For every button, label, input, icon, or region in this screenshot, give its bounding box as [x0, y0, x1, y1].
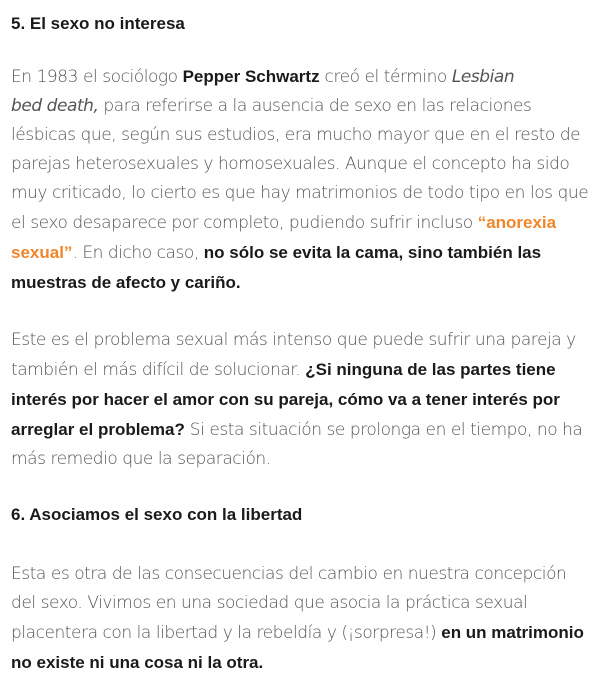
- text-line: [11, 385, 593, 415]
- text-run: En 1983 el sociólogo: [11, 67, 183, 87]
- text-line: [11, 150, 593, 179]
- text-line: [11, 238, 593, 268]
- bold-text-run: no existe ni una cosa ni la otra.: [11, 653, 264, 672]
- text-run: del sexo. Vivimos en una sociedad que asocia la práctica sexual: [11, 593, 528, 613]
- paragraph: [11, 326, 593, 474]
- text-run: el sexo desaparece por completo, pudiendo sufrir incluso: [11, 213, 478, 233]
- paragraph-text: [11, 560, 593, 678]
- italic-text-run: bed death,: [11, 96, 99, 116]
- text-line: [11, 560, 593, 589]
- text-run: Esta es otra de las consecuencias del cambio en nuestra concepción: [11, 564, 567, 584]
- text-line: [11, 121, 593, 150]
- section-6: [11, 504, 302, 526]
- paragraph: [11, 62, 593, 298]
- paragraph: [11, 560, 593, 678]
- paragraph-text: [11, 326, 593, 474]
- text-line: [11, 268, 593, 298]
- highlight-text-run: sexual”: [11, 243, 73, 262]
- text-run: Si esta situación se prolonga en el tiempo, no ha: [184, 420, 583, 440]
- text-run: creó el término: [319, 67, 452, 87]
- section-heading: 5. El sexo no interesa: [11, 14, 185, 33]
- bold-text-run: ¿Si ninguna de las partes tiene: [305, 360, 556, 379]
- text-run: . En dicho caso,: [72, 243, 204, 263]
- text-run: más remedio que la separación.: [11, 449, 271, 469]
- bold-text-run: arreglar el problema?: [11, 420, 185, 439]
- bold-text-run: Pepper Schwartz: [182, 67, 320, 86]
- section-heading: 6. Asociamos el sexo con la libertad: [11, 505, 303, 524]
- text-line: [11, 326, 593, 355]
- bold-text-run: en un matrimonio: [441, 623, 584, 642]
- text-line: [11, 179, 593, 208]
- italic-text-run: Lesbian: [451, 67, 515, 87]
- text-run: muy criticado, lo cierto es que hay matrimonios de todo tipo en los que: [11, 183, 589, 203]
- text-run: también el más difícil de solucionar.: [11, 360, 306, 380]
- text-run: Este es el problema sexual más intenso que puede sufrir una pareja y: [11, 330, 576, 350]
- text-line: [11, 208, 593, 238]
- text-run: parejas heterosexuales y homosexuales. Aunque el concepto ha sido: [11, 154, 570, 174]
- section-5: [11, 13, 185, 35]
- text-line: [11, 355, 593, 385]
- text-line: [11, 62, 593, 92]
- text-run: placentera con la libertad y la rebeldía y (¡sorpresa!): [11, 623, 442, 643]
- paragraph-text: [11, 62, 593, 298]
- text-line: [11, 618, 593, 648]
- highlight-text-run: “anorexia: [477, 213, 557, 232]
- text-line: [11, 92, 593, 121]
- text-line: [11, 648, 593, 678]
- text-line: [11, 415, 593, 445]
- bold-text-run: no sólo se evita la cama, sino también las: [203, 243, 542, 262]
- text-line: [11, 445, 593, 474]
- bold-text-run: interés por hacer el amor con su pareja, cómo va a tener interés por: [11, 390, 560, 409]
- bold-text-run: muestras de afecto y cariño.: [11, 273, 241, 292]
- text-run: para referirse a la ausencia de sexo en las relaciones: [98, 96, 532, 116]
- text-line: [11, 589, 593, 618]
- text-run: lésbicas que, según sus estudios, era mucho mayor que en el resto de: [11, 125, 581, 145]
